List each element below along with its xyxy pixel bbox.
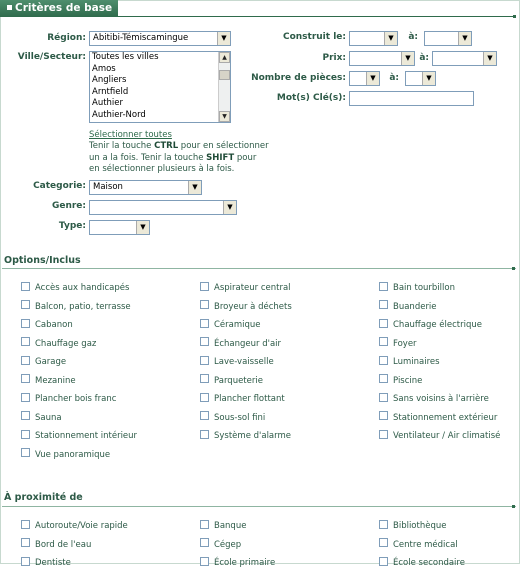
- option-option[interactable]: [200, 302, 292, 312]
- option-label: Chauffage gaz: [35, 338, 97, 349]
- option-checkbox[interactable]: [379, 282, 388, 291]
- option-checkbox[interactable]: [21, 430, 30, 439]
- proximite-checkbox[interactable]: [21, 520, 30, 529]
- option-label: Céramique: [214, 320, 261, 330]
- bullet-square-icon: [7, 5, 12, 10]
- chevron-down-icon[interactable]: ▼: [422, 72, 435, 85]
- option-option[interactable]: [200, 413, 265, 423]
- option-option[interactable]: [200, 283, 291, 293]
- proximite-label: Cégep: [214, 539, 242, 550]
- proximite-option[interactable]: [200, 521, 246, 531]
- proximite-section-title: À proximité de: [4, 492, 83, 503]
- options-section-title: Options/Inclus: [4, 255, 81, 266]
- option-label: Buanderie: [393, 301, 437, 312]
- proximite-section-rule: [2, 506, 516, 507]
- option-checkbox[interactable]: [200, 300, 209, 309]
- help-text: en sélectionner plusieurs à la fois.: [89, 164, 235, 174]
- proximite-label: Bibliothèque: [393, 521, 447, 531]
- proximite-label: Centre médical: [393, 539, 458, 550]
- prix-from-select[interactable]: [349, 51, 415, 66]
- chevron-down-icon[interactable]: ▼: [483, 52, 496, 65]
- options-section-rule: [2, 268, 516, 269]
- ville-option[interactable]: Authier: [92, 98, 124, 108]
- chevron-down-icon[interactable]: ▼: [188, 181, 201, 194]
- option-checkbox[interactable]: [379, 393, 388, 402]
- option-checkbox[interactable]: [200, 282, 209, 291]
- option-option[interactable]: [379, 357, 440, 367]
- option-checkbox[interactable]: [21, 356, 30, 365]
- listbox-scrollbar[interactable]: [218, 52, 230, 122]
- help-key-shift: SHIFT: [206, 152, 235, 163]
- option-checkbox[interactable]: [21, 319, 30, 328]
- option-checkbox[interactable]: [200, 337, 209, 346]
- option-option[interactable]: [21, 431, 137, 441]
- option-label: Accès aux handicapés: [35, 283, 130, 293]
- categorie-select[interactable]: [89, 180, 202, 195]
- option-checkbox[interactable]: [21, 411, 30, 420]
- option-option[interactable]: [200, 357, 274, 367]
- option-option[interactable]: [200, 339, 281, 349]
- option-option[interactable]: [379, 283, 455, 293]
- option-checkbox[interactable]: [21, 282, 30, 291]
- pieces-to-select[interactable]: [405, 71, 436, 86]
- proximite-label: École secondaire: [393, 558, 465, 568]
- proximite-option[interactable]: [200, 558, 275, 568]
- proximite-option[interactable]: [21, 521, 128, 531]
- region-select-value: Abitibi-Témiscamingue: [93, 33, 189, 43]
- option-option[interactable]: [379, 431, 500, 441]
- option-option[interactable]: [21, 283, 129, 293]
- option-checkbox[interactable]: [200, 356, 209, 365]
- ville-option[interactable]: Authier-Nord: [92, 109, 146, 120]
- construit-label: Construit le:: [282, 32, 346, 42]
- option-option[interactable]: [379, 413, 497, 423]
- scroll-down-icon[interactable]: ▼: [219, 111, 230, 122]
- option-option[interactable]: [379, 320, 482, 330]
- proximite-option[interactable]: [379, 558, 465, 568]
- option-checkbox[interactable]: [379, 411, 388, 420]
- options-section-corner: [512, 267, 515, 270]
- ville-option[interactable]: Toutes les villes: [92, 52, 159, 62]
- option-label: Sans voisins à l'arrière: [393, 394, 489, 404]
- option-option[interactable]: [21, 450, 110, 460]
- option-label: Parqueterie: [214, 375, 263, 386]
- proximite-checkbox[interactable]: [379, 538, 388, 547]
- option-label: Vue panoramique: [35, 449, 111, 460]
- option-label: Luminaires: [393, 357, 440, 367]
- region-select[interactable]: [89, 31, 231, 46]
- pieces-label: Nombre de pièces:: [251, 73, 346, 83]
- option-label: Système d'alarme: [214, 431, 291, 441]
- ville-option[interactable]: Arntfield: [92, 86, 129, 97]
- chevron-down-icon[interactable]: ▼: [217, 32, 230, 45]
- proximite-option[interactable]: [21, 558, 71, 568]
- option-checkbox[interactable]: [200, 374, 209, 383]
- option-option[interactable]: [379, 376, 422, 386]
- option-checkbox[interactable]: [21, 374, 30, 383]
- proximite-label: Dentiste: [35, 558, 71, 568]
- chevron-down-icon[interactable]: ▼: [366, 72, 379, 85]
- genre-select[interactable]: [89, 200, 237, 215]
- select-all-link[interactable]: Sélectionner toutes: [89, 130, 172, 140]
- option-label: Bain tourbillon: [393, 283, 455, 293]
- help-text: un a la fois. Tenir la touche: [89, 152, 207, 163]
- option-label: Chauffage électrique: [393, 320, 483, 330]
- scroll-up-icon[interactable]: ▲: [219, 52, 230, 63]
- option-label: Lave-vaisselle: [214, 357, 274, 367]
- option-checkbox[interactable]: [379, 374, 388, 383]
- option-option[interactable]: [21, 357, 66, 367]
- option-option[interactable]: [21, 413, 62, 423]
- option-option[interactable]: [379, 339, 417, 349]
- help-text: pour en sélectionner: [178, 141, 269, 151]
- chevron-down-icon[interactable]: ▼: [458, 32, 471, 45]
- option-checkbox[interactable]: [379, 337, 388, 346]
- option-checkbox[interactable]: [21, 448, 30, 457]
- bullet-square-icon: [7, 22, 12, 27]
- option-label: Balcon, patio, terrasse: [35, 301, 131, 312]
- header-rule: [118, 16, 516, 17]
- help-text: pour: [234, 152, 257, 163]
- chevron-down-icon[interactable]: ▼: [223, 201, 236, 214]
- option-checkbox[interactable]: [21, 300, 30, 309]
- type-select[interactable]: [89, 220, 150, 235]
- header-corner: [513, 15, 516, 18]
- option-label: Broyeur à déchets: [214, 301, 292, 312]
- chevron-down-icon[interactable]: ▼: [401, 52, 414, 65]
- ville-option[interactable]: Amos: [92, 63, 116, 74]
- proximite-checkbox[interactable]: [200, 557, 209, 566]
- categorie-select-value: Maison: [93, 182, 123, 192]
- section-header-title: Critères de base: [15, 2, 113, 14]
- type-label: Type:: [58, 221, 86, 231]
- option-option[interactable]: [200, 376, 263, 386]
- proximite-checkbox[interactable]: [379, 557, 388, 566]
- categorie-label: Categorie:: [33, 181, 86, 191]
- option-option[interactable]: [379, 302, 437, 312]
- genre-label: Genre:: [51, 201, 86, 211]
- option-label: Stationnement extérieur: [393, 412, 498, 423]
- help-text: Tenir la touche: [89, 141, 155, 151]
- option-label: Garage: [35, 357, 67, 367]
- proximite-checkbox[interactable]: [379, 520, 388, 529]
- option-label: Sauna: [35, 412, 62, 423]
- option-label: Cabanon: [35, 320, 73, 330]
- option-label: Plancher bois franc: [35, 394, 117, 404]
- option-checkbox[interactable]: [200, 393, 209, 402]
- proximite-label: Autoroute/Voie rapide: [35, 521, 128, 531]
- option-label: Piscine: [393, 375, 423, 386]
- option-label: Foyer: [393, 338, 417, 349]
- option-label: Stationnement intérieur: [35, 431, 138, 441]
- option-label: Plancher flottant: [214, 394, 285, 404]
- selection-help-text: [89, 141, 269, 176]
- section-header-criteres: [0, 0, 118, 17]
- option-label: Aspirateur central: [214, 283, 291, 293]
- option-checkbox[interactable]: [200, 319, 209, 328]
- proximite-option[interactable]: [379, 521, 446, 531]
- help-key-ctrl: CTRL: [154, 141, 179, 151]
- option-option[interactable]: [379, 394, 489, 404]
- region-label: Région:: [47, 33, 86, 43]
- option-option[interactable]: [21, 376, 76, 386]
- scrollbar-thumb[interactable]: [219, 70, 230, 80]
- proximite-checkbox[interactable]: [200, 520, 209, 529]
- proximite-option[interactable]: [200, 540, 241, 550]
- option-option[interactable]: [21, 302, 131, 312]
- option-checkbox[interactable]: [21, 337, 30, 346]
- chevron-down-icon[interactable]: ▼: [384, 32, 397, 45]
- option-option[interactable]: [21, 339, 96, 349]
- option-checkbox[interactable]: [379, 319, 388, 328]
- option-label: Ventilateur / Air climatisé: [393, 431, 501, 441]
- proximite-label: Bord de l'eau: [35, 539, 92, 550]
- proximite-checkbox[interactable]: [200, 538, 209, 547]
- option-checkbox[interactable]: [200, 411, 209, 420]
- option-option[interactable]: [21, 320, 73, 330]
- option-checkbox[interactable]: [200, 430, 209, 439]
- option-option[interactable]: [21, 394, 116, 404]
- prix-a-label: à:: [419, 53, 429, 63]
- option-label: Échangeur d'air: [214, 338, 282, 349]
- option-option[interactable]: [200, 431, 291, 441]
- motscles-input[interactable]: [349, 91, 474, 106]
- ville-label: Ville/Secteur:: [17, 52, 86, 62]
- proximite-section-corner: [512, 505, 515, 508]
- motscles-label: Mot(s) Clé(s):: [276, 93, 346, 103]
- construit-from-select[interactable]: [349, 31, 398, 46]
- proximite-label: École primaire: [214, 558, 276, 568]
- construit-to-select[interactable]: [424, 31, 472, 46]
- construit-a-label: à:: [408, 32, 418, 42]
- option-checkbox[interactable]: [379, 430, 388, 439]
- chevron-down-icon[interactable]: ▼: [136, 221, 149, 234]
- option-option[interactable]: [200, 320, 261, 330]
- option-checkbox[interactable]: [21, 393, 30, 402]
- proximite-option[interactable]: [21, 540, 91, 550]
- pieces-a-label: à:: [389, 73, 399, 83]
- ville-listbox[interactable]: [89, 51, 231, 123]
- proximite-checkbox[interactable]: [21, 557, 30, 566]
- pieces-from-select[interactable]: [349, 71, 380, 86]
- prix-to-select[interactable]: [432, 51, 497, 66]
- option-label: Mezanine: [35, 375, 76, 386]
- option-option[interactable]: [200, 394, 285, 404]
- prix-label: Prix:: [322, 53, 346, 63]
- proximite-label: Banque: [214, 521, 247, 531]
- proximite-option[interactable]: [379, 540, 458, 550]
- option-checkbox[interactable]: [379, 300, 388, 309]
- option-label: Sous-sol fini: [214, 412, 266, 423]
- ville-option[interactable]: Angliers: [92, 75, 127, 85]
- proximite-checkbox[interactable]: [21, 538, 30, 547]
- option-checkbox[interactable]: [379, 356, 388, 365]
